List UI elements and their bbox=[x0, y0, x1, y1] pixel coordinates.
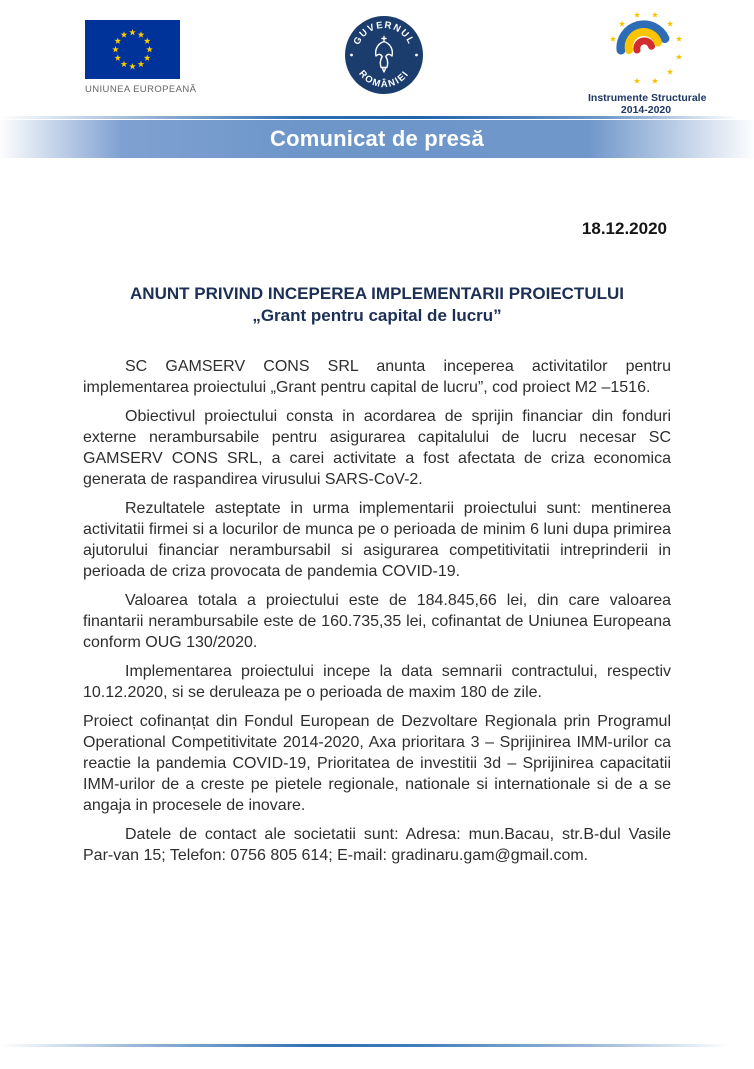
eu-flag-icon bbox=[85, 20, 180, 79]
document-date: 18.12.2020 bbox=[581, 219, 667, 238]
paragraph-results: Rezultatele asteptate in urma implementarii proiectului sunt: mentinerea activitatii firmei si a locurilor de munca pe o perioada de minim 6 luni dupa primirea ajutorului financiar nerambursabil si asigurarea competitivitatii intreprinderii in perioada de criza provocata de pandemia COVID-19. bbox=[83, 500, 671, 580]
document-title-line2: „Grant pentru capital de lucru” bbox=[252, 305, 502, 325]
document-body bbox=[83, 356, 671, 874]
gov-logo-text-top: GUVERNUL bbox=[351, 19, 417, 47]
structural-instruments-logo-block bbox=[588, 6, 707, 116]
gov-logo-block bbox=[345, 16, 423, 94]
eu-logo-caption: UNIUNEA EUROPEANĂ bbox=[85, 84, 197, 95]
paragraph-value: Valoarea totala a proiectului este de 184.845,66 lei, din care valoarea finantarii nerambursabile este de 160.735,35 lei, cofinantat de Uniunea Europeana conform OUG 130/2020. bbox=[83, 592, 671, 651]
press-banner bbox=[0, 120, 754, 158]
structural-instruments-icon bbox=[591, 6, 701, 92]
header-rule bbox=[0, 116, 754, 119]
gov-logo-text-bottom: ROMÂNIEI bbox=[356, 68, 412, 91]
paragraph-announcement: SC GAMSERV CONS SRL anunta inceperea activitatilor pentru implementarea proiectului „Grant pentru capital de lucru”, cod proiect M2 –1516. bbox=[83, 358, 671, 396]
paragraph-contact: Datele de contact ale societatii sunt: Adresa: mun.Bacau, str.B-dul Vasile Par-van 15; Telefon: 0756 805 614; E-mail: gradinaru.gam@gmail.com. bbox=[83, 826, 671, 864]
gov-emblem-icon bbox=[345, 16, 423, 94]
structural-instruments-caption-line2: 2014-2020 bbox=[620, 104, 672, 116]
document-title bbox=[0, 283, 754, 326]
document-title-line1: ANUNT PRIVIND INCEPEREA IMPLEMENTARII PROIECTULUI bbox=[130, 284, 624, 303]
paragraph-objective: Obiectivul proiectului consta in acordarea de sprijin financiar din fonduri externe nerambursabile pentru asigurarea capitalului de lucru necesar SC GAMSERV CONS SRL, a carei activitate a fost afectata de criza economica generata de raspandirea virusului SARS-CoV-2. bbox=[83, 408, 671, 488]
footer-rule bbox=[0, 1044, 754, 1047]
press-banner-title: Comunicat de presă bbox=[270, 126, 484, 151]
paragraph-implementation: Implementarea proiectului incepe la data semnarii contractului, respectiv 10.12.2020, si se deruleaza pe o perioada de maxim 180 de zile. bbox=[83, 663, 671, 701]
eu-logo-block bbox=[85, 20, 197, 95]
structural-instruments-caption-line1: Instrumente Structurale bbox=[588, 92, 707, 104]
paragraph-cofinancing: Proiect cofinanțat din Fondul European de Dezvoltare Regionala prin Programul Operational Competitivitate 2014-2020, Axa prioritara 3 – Sprijinirea IMM-urilor ca reactie la pandemia COVID-19, Prioritatea de investitii 3d – Sprijinirea capacitatii IMM-urilor de a creste pe pietele regionale, nationale si internationale si de a se angaja in procesele de inovare. bbox=[83, 713, 671, 814]
